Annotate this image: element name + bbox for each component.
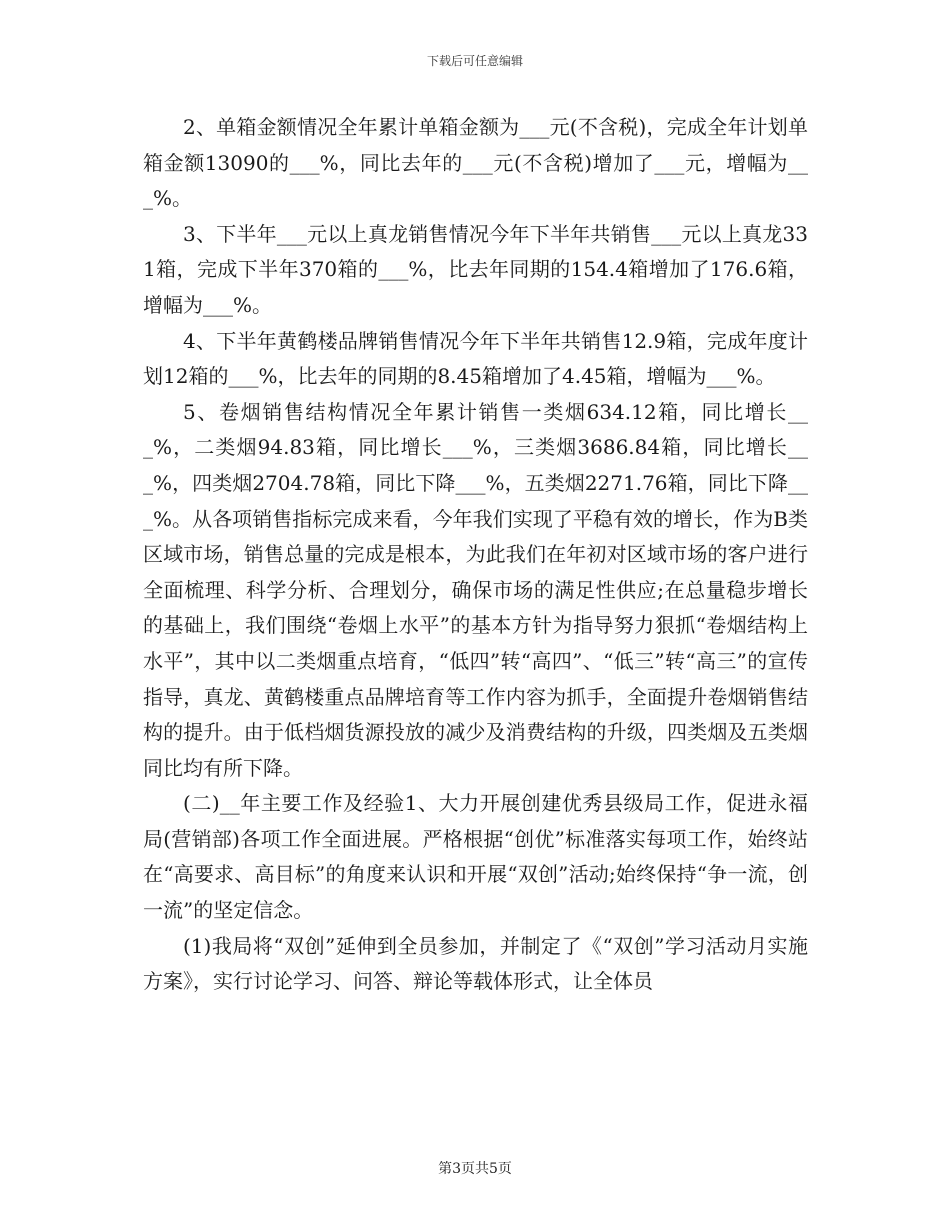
paragraph-zhenlong-sales: 3、下半年___元以上真龙销售情况今年下半年共销售___元以上真龙331箱，完成下半年370箱的___%，比去年同期的154.4箱增加了176.6箱，增幅为___%。	[143, 221, 808, 317]
paragraph-unit-amount: 2、单箱金额情况全年累计单箱金额为___元(不含税)，完成全年计划单箱金额13090的___%，同比去年的___元(不含税)增加了___元，增幅为___%。	[143, 115, 808, 211]
paragraph-sales-structure: 5、卷烟销售结构情况全年累计销售一类烟634.12箱，同比增长___%，二类烟94.83箱，同比增长___%，三类烟3686.84箱，同比增长___%，四类烟2704.78箱，同比下降___%，五类烟2271.76箱，同比下降___%。从各项销售指标完成来看，今年我们实现了平稳有效的增长，作为B类区域市场，销售总量的完成是根本，为此我们在年初对区域市场的客户进行全面梳理、科学分析、合理划分，确保市场的满足性供应;在总量稳步增长的基础上，我们围绕“卷烟上水平”的基本方针为指导努力狠抓“卷烟结构上水平”，其中以二类烟重点培育，“低四”转“高四”、“低三”转“高三”的宣传指导，真龙、黄鹤楼重点品牌培育等工作内容为抓手，全面提升卷烟销售结构的提升。由于低档烟货源投放的减少及消费结构的升级，四类烟及五类烟同比均有所下降。	[143, 399, 808, 780]
paragraph-main-work: (二)__年主要工作及经验1、大力开展创建优秀县级局工作，促进永福局(营销部)各项工作全面进展。严格根据“创优”标准落实每项工作，始终站在“高要求、高目标”的角度来认识和开展“双创”活动;始终保持“争一流，创一流”的坚定信念。	[143, 791, 808, 923]
document-body	[143, 110, 808, 1000]
paragraph-huanghelou-sales: 4、下半年黄鹤楼品牌销售情况今年下半年共销售12.9箱，完成年度计划12箱的___%，比去年的同期的8.45箱增加了4.45箱，增幅为___%。	[143, 328, 808, 389]
paragraph-shuangchuang: (1)我局将“双创”延伸到全员参加，并制定了《“双创”学习活动月实施方案》，实行讨论学习、问答、辩论等载体形式，让全体员	[143, 933, 808, 994]
page-header: 下载后可任意编辑	[426, 54, 523, 68]
page-number: 第3页共5页	[438, 1161, 512, 1177]
